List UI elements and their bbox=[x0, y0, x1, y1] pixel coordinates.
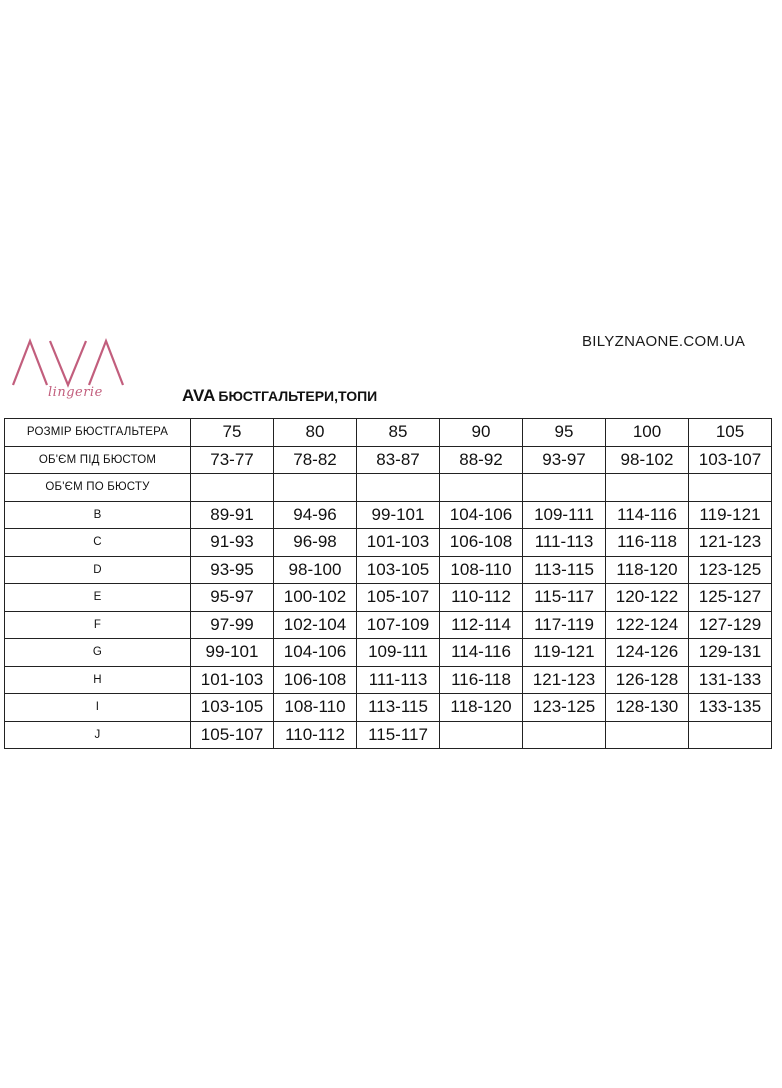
bust-cell: 112-114 bbox=[440, 611, 523, 639]
size-cell: 100 bbox=[606, 419, 689, 447]
underbust-cell: 73-77 bbox=[191, 446, 274, 474]
size-row bbox=[5, 419, 772, 447]
underbust-row-label: ОБ'ЄМ ПІД БЮСТОМ bbox=[5, 446, 191, 474]
bust-row-label: ОБ'ЄМ ПО БЮСТУ bbox=[5, 474, 191, 502]
bust-cell: 106-108 bbox=[440, 529, 523, 557]
bust-cell: 113-115 bbox=[523, 556, 606, 584]
bust-cell: 129-131 bbox=[689, 639, 772, 667]
empty-cell bbox=[689, 474, 772, 502]
bust-cell: 105-107 bbox=[357, 584, 440, 612]
cup-row-b bbox=[5, 501, 772, 529]
bust-cell: 124-126 bbox=[606, 639, 689, 667]
bust-cell: 111-113 bbox=[523, 529, 606, 557]
cup-row-h bbox=[5, 666, 772, 694]
bust-cell: 109-111 bbox=[357, 639, 440, 667]
title-category: БЮСТГАЛЬТЕРИ,ТОПИ bbox=[218, 388, 378, 404]
bust-cell: 116-118 bbox=[440, 666, 523, 694]
bust-cell: 103-105 bbox=[191, 694, 274, 722]
empty-cell bbox=[357, 474, 440, 502]
bust-cell: 119-121 bbox=[523, 639, 606, 667]
bust-cell: 109-111 bbox=[523, 501, 606, 529]
bust-cell: 113-115 bbox=[357, 694, 440, 722]
cup-label: E bbox=[5, 584, 191, 612]
bust-cell: 104-106 bbox=[440, 501, 523, 529]
bust-cell: 105-107 bbox=[191, 721, 274, 749]
empty-cell bbox=[191, 474, 274, 502]
empty-cell bbox=[606, 474, 689, 502]
empty-cell bbox=[440, 474, 523, 502]
size-chart-table bbox=[4, 418, 772, 749]
cup-row-e bbox=[5, 584, 772, 612]
size-row-label: РОЗМІР БЮСТГАЛЬТЕРА bbox=[5, 419, 191, 447]
bust-cell: 127-129 bbox=[689, 611, 772, 639]
cup-label: C bbox=[5, 529, 191, 557]
ava-logo bbox=[8, 335, 128, 415]
cup-row-j bbox=[5, 721, 772, 749]
underbust-cell: 88-92 bbox=[440, 446, 523, 474]
bust-cell bbox=[606, 721, 689, 749]
bust-cell: 116-118 bbox=[606, 529, 689, 557]
logo-subtitle: lingerie bbox=[48, 385, 103, 400]
bust-cell: 117-119 bbox=[523, 611, 606, 639]
bust-cell: 114-116 bbox=[606, 501, 689, 529]
bust-cell: 128-130 bbox=[606, 694, 689, 722]
bust-cell: 115-117 bbox=[357, 721, 440, 749]
cup-label: J bbox=[5, 721, 191, 749]
bust-cell: 133-135 bbox=[689, 694, 772, 722]
size-cell: 80 bbox=[274, 419, 357, 447]
bust-cell: 120-122 bbox=[606, 584, 689, 612]
bust-cell: 110-112 bbox=[274, 721, 357, 749]
bust-cell: 114-116 bbox=[440, 639, 523, 667]
underbust-cell: 103-107 bbox=[689, 446, 772, 474]
underbust-cell: 98-102 bbox=[606, 446, 689, 474]
bust-cell: 121-123 bbox=[689, 529, 772, 557]
underbust-cell: 78-82 bbox=[274, 446, 357, 474]
empty-cell bbox=[274, 474, 357, 502]
bust-cell: 91-93 bbox=[191, 529, 274, 557]
bust-cell: 97-99 bbox=[191, 611, 274, 639]
bust-cell: 99-101 bbox=[357, 501, 440, 529]
bust-cell: 101-103 bbox=[357, 529, 440, 557]
bust-cell: 108-110 bbox=[274, 694, 357, 722]
cup-row-i bbox=[5, 694, 772, 722]
document-title bbox=[182, 386, 377, 406]
bust-cell bbox=[523, 721, 606, 749]
bust-cell: 125-127 bbox=[689, 584, 772, 612]
underbust-row bbox=[5, 446, 772, 474]
cup-row-g bbox=[5, 639, 772, 667]
bust-cell: 94-96 bbox=[274, 501, 357, 529]
cup-label: F bbox=[5, 611, 191, 639]
title-brand: AVA bbox=[182, 386, 216, 405]
bust-cell: 96-98 bbox=[274, 529, 357, 557]
bust-cell: 118-120 bbox=[606, 556, 689, 584]
bust-cell: 123-125 bbox=[523, 694, 606, 722]
bust-cell: 119-121 bbox=[689, 501, 772, 529]
bust-cell: 99-101 bbox=[191, 639, 274, 667]
ava-logo-letters-graphic bbox=[8, 335, 128, 391]
bust-cell: 103-105 bbox=[357, 556, 440, 584]
bust-cell bbox=[689, 721, 772, 749]
bust-cell: 106-108 bbox=[274, 666, 357, 694]
bust-cell: 110-112 bbox=[440, 584, 523, 612]
cup-row-c bbox=[5, 529, 772, 557]
bust-cell: 104-106 bbox=[274, 639, 357, 667]
size-cell: 90 bbox=[440, 419, 523, 447]
bust-cell: 131-133 bbox=[689, 666, 772, 694]
bust-cell: 89-91 bbox=[191, 501, 274, 529]
bust-cell bbox=[440, 721, 523, 749]
cup-row-d bbox=[5, 556, 772, 584]
bust-cell: 123-125 bbox=[689, 556, 772, 584]
bust-cell: 95-97 bbox=[191, 584, 274, 612]
size-cell: 85 bbox=[357, 419, 440, 447]
size-cell: 75 bbox=[191, 419, 274, 447]
cup-label: H bbox=[5, 666, 191, 694]
bust-cell: 122-124 bbox=[606, 611, 689, 639]
cup-label: B bbox=[5, 501, 191, 529]
bust-cell: 118-120 bbox=[440, 694, 523, 722]
bust-cell: 107-109 bbox=[357, 611, 440, 639]
bust-header-row bbox=[5, 474, 772, 502]
bust-cell: 100-102 bbox=[274, 584, 357, 612]
bust-cell: 98-100 bbox=[274, 556, 357, 584]
bust-cell: 93-95 bbox=[191, 556, 274, 584]
website-url: BILYZNAONE.COM.UA bbox=[582, 333, 746, 350]
cup-label: I bbox=[5, 694, 191, 722]
empty-cell bbox=[523, 474, 606, 502]
bust-cell: 126-128 bbox=[606, 666, 689, 694]
size-cell: 105 bbox=[689, 419, 772, 447]
bust-cell: 101-103 bbox=[191, 666, 274, 694]
bust-cell: 102-104 bbox=[274, 611, 357, 639]
bust-cell: 108-110 bbox=[440, 556, 523, 584]
bust-cell: 121-123 bbox=[523, 666, 606, 694]
cup-row-f bbox=[5, 611, 772, 639]
underbust-cell: 93-97 bbox=[523, 446, 606, 474]
bust-cell: 115-117 bbox=[523, 584, 606, 612]
bust-cell: 111-113 bbox=[357, 666, 440, 694]
underbust-cell: 83-87 bbox=[357, 446, 440, 474]
cup-label: G bbox=[5, 639, 191, 667]
cup-label: D bbox=[5, 556, 191, 584]
size-cell: 95 bbox=[523, 419, 606, 447]
